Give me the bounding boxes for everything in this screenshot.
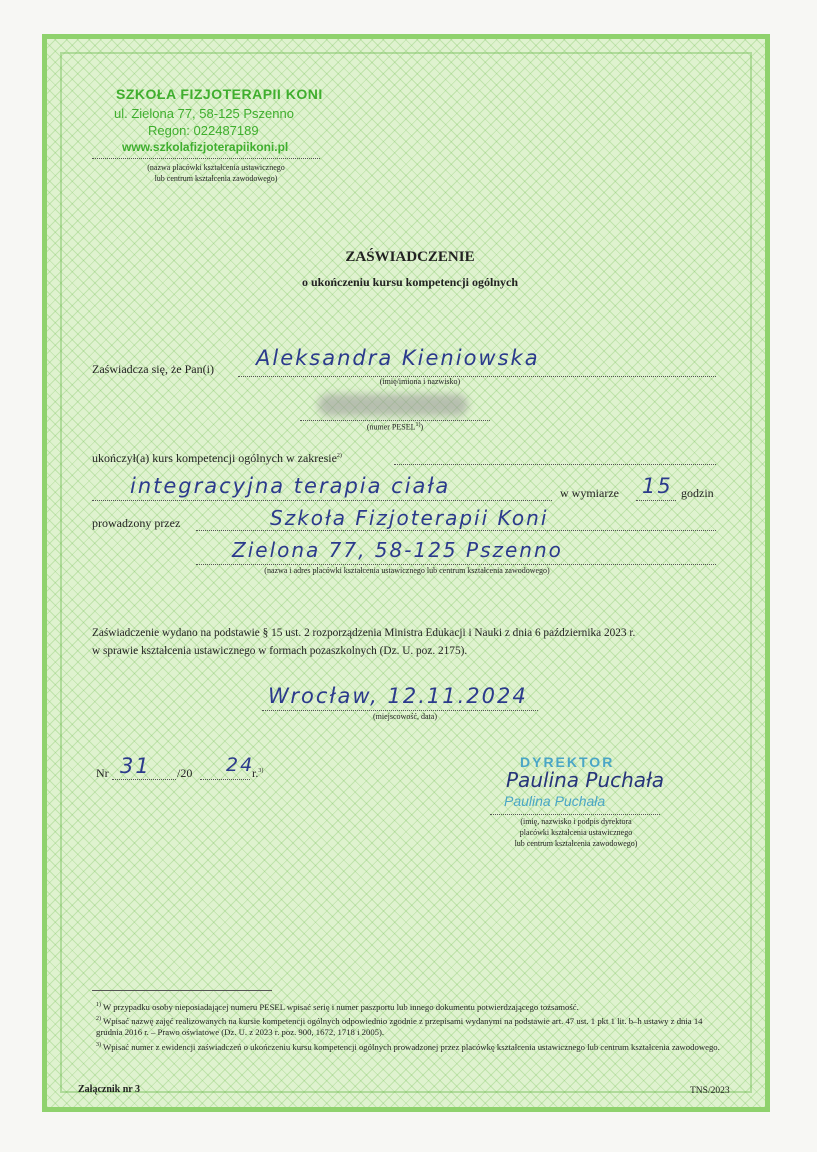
- school-caption-2: lub centrum kształcenia zawodowego): [154, 174, 278, 183]
- hours-dotted-line: [636, 500, 676, 501]
- school-caption-1: (nazwa placówki kształcenia ustawicznego: [147, 163, 285, 172]
- footnote-1: $^{1)}$ W przypadku osoby nieposiadającej numeru PESEL wpisać serię i numer paszportu lub innego dokumentu potwierdzającego tożsamość.: [96, 1002, 579, 1012]
- signature-caption-3: lub centrum kształcenia zawodowego): [514, 839, 638, 848]
- person-caption: (imię/imiona i nazwisko): [379, 377, 461, 386]
- provider-address-handwritten: Zielona 77, 58-125 Pszenno: [232, 538, 563, 562]
- year-handwritten: 24: [226, 754, 255, 776]
- school-name: SZKOŁA FIZJOTERAPII KONI: [116, 86, 323, 102]
- place-date-dotted-line: [262, 710, 538, 711]
- number-year-prefix: /20: [177, 766, 193, 780]
- hours-suffix: godzin: [681, 486, 714, 500]
- pesel-caption: (numer PESEL$^{1)}$): [366, 422, 424, 432]
- attachment-label: Załącznik nr 3: [78, 1084, 141, 1095]
- director-title: DYREKTOR: [520, 754, 615, 770]
- person-name-handwritten: Aleksandra Kieniowska: [256, 346, 540, 370]
- school-website: www.szkolafizjoterapiikoni.pl: [122, 140, 289, 154]
- provider-name-handwritten: Szkoła Fizjoterapii Koni: [270, 506, 549, 530]
- number-prefix: Nr: [96, 766, 109, 780]
- provider-label: prowadzony przez: [92, 516, 181, 530]
- legal-line-1: Zaświadczenie wydano na podstawie § 15 ust. 2 rozporządzenia Ministra Edukacji i Nauki z dnia 6 października 2023 r.: [92, 627, 636, 639]
- provider-caption: (nazwa i adres placówki kształcenia ustawicznego lub centrum kształcenia zawodowego): [264, 566, 550, 575]
- signature-dotted-line: [490, 814, 660, 815]
- course-scope-handwritten: integracyjna terapia ciała: [130, 474, 451, 498]
- form-code: TNS/2023: [690, 1086, 730, 1096]
- course-label: ukończył(a) kurs kompetencji ogólnych w zakresie$^{2)}$: [92, 451, 342, 465]
- provider-dotted-line-2: [196, 564, 716, 565]
- course-dotted-line-1: [394, 464, 716, 465]
- course-dotted-line-2: [92, 500, 552, 501]
- provider-dotted-line-1: [196, 530, 716, 531]
- person-label: Zaświadcza się, że Pan(i): [92, 362, 214, 376]
- pesel-dotted-line: [300, 420, 490, 421]
- footnote-3: $^{3)}$ Wpisać numer z ewidencji zaświadczeń o ukończeniu kursu kompetencji ogólnych prowadzonej przez placówkę kształcenia ustawicznego lub centrum kształcenia zawodowego.: [96, 1042, 720, 1052]
- number-dotted-line: [112, 779, 176, 780]
- number-handwritten: 31: [120, 754, 151, 778]
- hours-handwritten: 15: [642, 474, 673, 498]
- director-signature: Paulina Puchała: [506, 768, 665, 792]
- pesel-redacted: [318, 394, 468, 416]
- footnote-separator: [92, 990, 272, 991]
- place-date-handwritten: Wrocław, 12.11.2024: [268, 684, 528, 708]
- document-subtitle: o ukończeniu kursu kompetencji ogólnych: [301, 275, 519, 289]
- number-suffix: r.$^{3)}$: [252, 766, 264, 780]
- signature-caption-1: (imię, nazwisko i podpis dyrektora: [520, 817, 632, 826]
- place-date-caption: (miejscowość, data): [373, 712, 437, 721]
- hours-prefix: w wymiarze: [560, 486, 619, 500]
- school-dotted-line: [92, 158, 320, 159]
- director-name-stamp: Paulina Puchała: [504, 793, 606, 809]
- document-title: ZAŚWIADCZENIE: [345, 249, 475, 265]
- signature-caption-2: placówki kształcenia ustawicznego: [519, 828, 633, 837]
- year-dotted-line: [200, 779, 250, 780]
- school-address: ul. Zielona 77, 58-125 Pszenno: [114, 106, 294, 121]
- school-regon: Regon: 022487189: [148, 123, 259, 138]
- footnote-2: $^{2)}$ Wpisać nazwę zajęć realizowanych na kursie kompetencji ogólnych odpowiednio zgodnie z przepisami wydanymi na podstawie art. 47 ust. 1 pkt 1 lit. b–h ustawy z dnia 14 grudnia 2016 r. – Prawo oświatowe (Dz. U. z 2023 r. poz. 900, 1672, 1718 i 2005).: [96, 1016, 703, 1038]
- legal-line-2: w sprawie kształcenia ustawicznego w formach pozaszkolnych (Dz. U. poz. 2175).: [92, 645, 468, 657]
